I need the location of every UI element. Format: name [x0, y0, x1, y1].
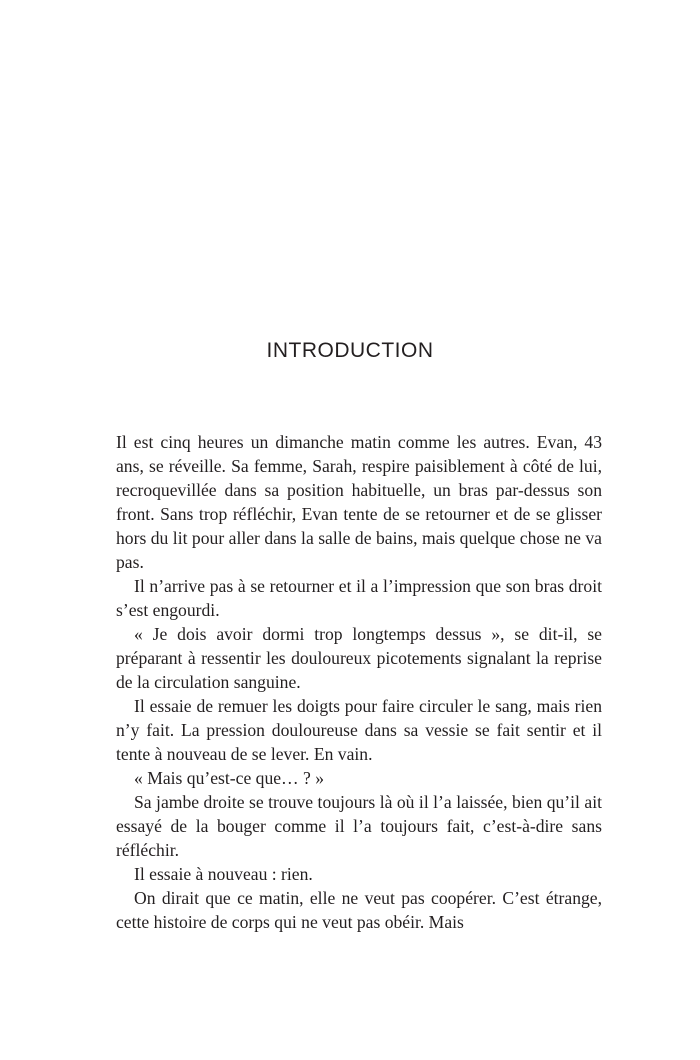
paragraph: Il est cinq heures un dimanche matin comme les autres. Evan, 43 ans, se réveille. Sa femme, Sarah, respire paisiblement à côté de lui, recroquevillée dans sa position habituelle, un bras par-dessus son front. Sans trop réfléchir, Evan tente de se retourner et de se glisser hors du lit pour aller dans la salle de bains, mais quelque chose ne va pas. [116, 432, 602, 572]
paragraph: Il essaie à nouveau : rien. [134, 864, 313, 884]
paragraph: Sa jambe droite se trouve toujours là où il l’a laissée, bien qu’il ait essayé de la bouger comme il l’a toujours fait, c’est-à-dire sans réfléchir. [116, 792, 602, 860]
body-text [116, 430, 602, 934]
paragraph: On dirait que ce matin, elle ne veut pas coopérer. C’est étrange, cette histoire de corps qui ne veut pas obéir. Mais [116, 888, 602, 932]
paragraph: Il n’arrive pas à se retourner et il a l’impression que son bras droit s’est engourdi. [116, 576, 602, 620]
paragraph: « Je dois avoir dormi trop longtemps dessus », se dit-il, se préparant à ressentir les douloureux picotements signalant la reprise de la circulation sanguine. [116, 624, 602, 692]
paragraph: Il essaie de remuer les doigts pour faire circuler le sang, mais rien n’y fait. La pression douloureuse dans sa vessie se fait sentir et il tente à nouveau de se lever. En vain. [116, 696, 602, 764]
paragraph: « Mais qu’est-ce que… ? » [134, 768, 325, 788]
chapter-title: INTRODUCTION [266, 339, 434, 362]
